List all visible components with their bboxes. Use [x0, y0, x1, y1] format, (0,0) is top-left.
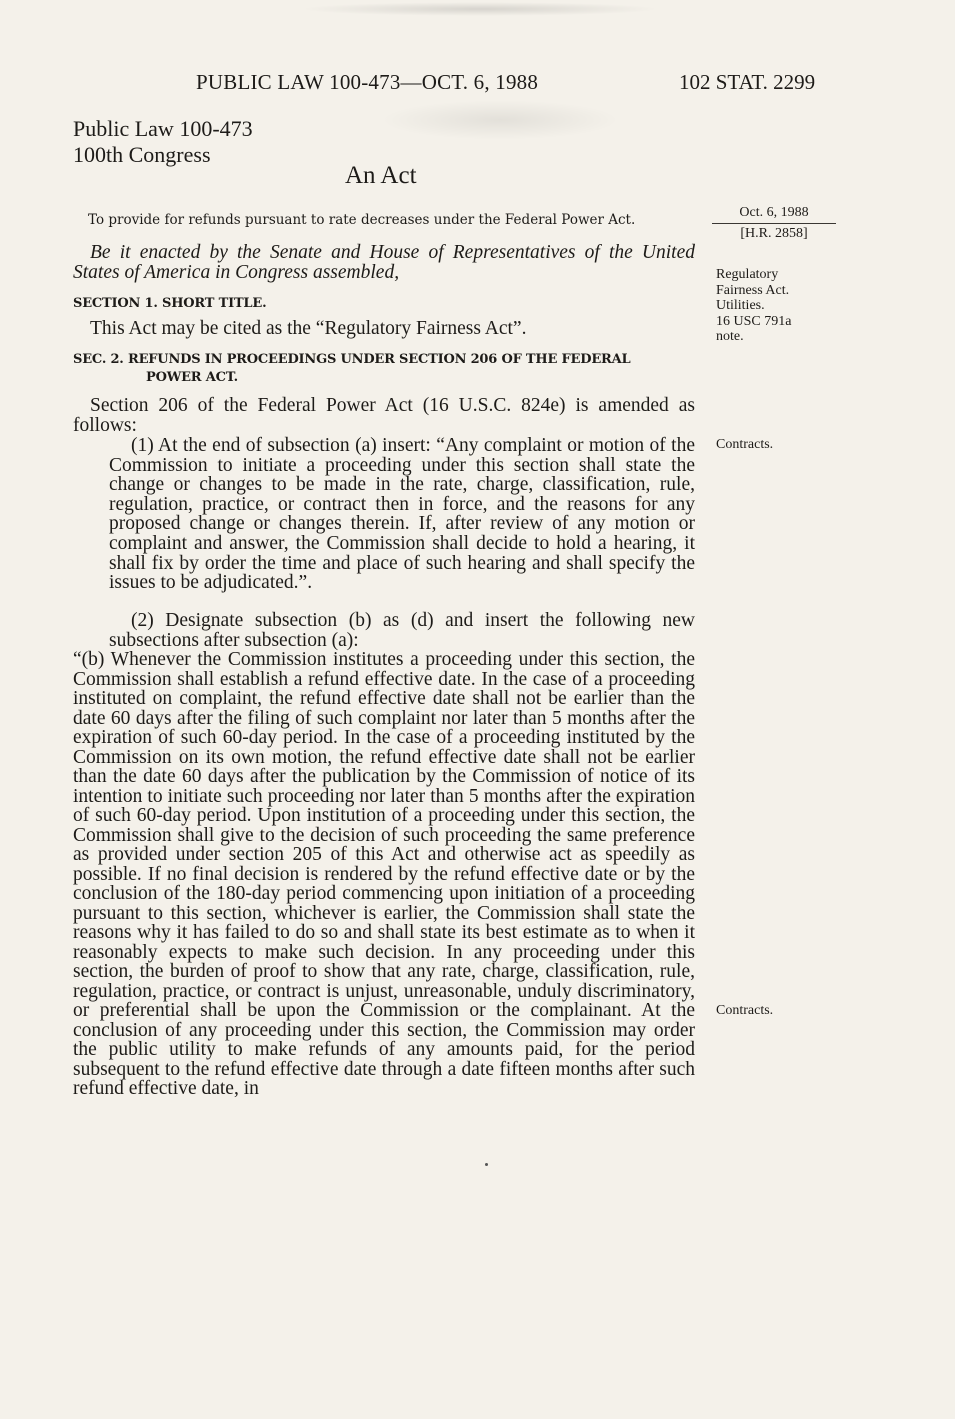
congress-number: 100th Congress: [73, 142, 211, 167]
section-2-heading-line: SEC. 2. REFUNDS IN PROCEEDINGS UNDER SECTION 206 OF THE FEDERAL: [73, 352, 631, 367]
stat-page-number: 102 STAT. 2299: [679, 70, 816, 94]
enacting-clause: Be it enacted by the Senate and House of Representatives of the United States of America in Congress assembled,: [73, 242, 695, 283]
subsection-b-text: “(b) Whenever the Commission institutes a proceeding under this section, the Commission shall establish a refund effective date. In the case of a proceeding instituted on complaint, the refund effective date shall not be earlier than the date 60 days after the filing of such complaint nor later than 5 months after the expiration of such 60-day period. In the case of a proceeding instituted by the Commission on its own motion, the refund effective date shall not be earlier than the date 60 days after the publication by the Commission of notice of its intention to initiate such proceeding nor later than 5 months after the expiration of such 60-day period. Upon institution of a proceeding under this section, the Commission shall give to the decision of such proceeding the same preference as provided under section 205 of this Act and otherwise act as speedily as possible. If no final decision is rendered by the refund effective date or by the conclusion of the 180-day period commencing upon initiation of a proceeding pursuant to this section, whichever is earlier, the Commission shall state the reasons why it has failed to do so and shall state its best estimate as to when it reasonably expects to make such decision. In any proceeding under this section, the burden of proof to show that any rate, charge, classification, rule, regulation, practice, or contract is unjust, unreasonable, unduly discriminatory, or preferential shall be upon the Commission or the complainant. At the conclusion of any proceeding under this section, the Commission may order the public utility to make refunds of any amounts paid, for the period subsequent to the refund effective date through a date fifteen months after such refund effective date, in: [73, 649, 695, 1099]
act-purpose: To provide for refunds pursuant to rate decreases under the Federal Power Act.: [88, 212, 636, 228]
margin-note: Utilities.: [716, 298, 765, 313]
law-identification: [73, 116, 253, 168]
margin-notes: [716, 267, 791, 345]
act-title: An Act: [345, 162, 417, 189]
bill-number: [H.R. 2858]: [740, 226, 808, 241]
section-2-heading: [73, 351, 698, 387]
running-head: PUBLIC LAW 100-473—OCT. 6, 1988: [196, 70, 539, 94]
paragraph-2: (2) Designate subsection (b) as (d) and insert the following new subsections after subsection (a):: [109, 610, 695, 651]
section-2-intro: Section 206 of the Federal Power Act (16 U.S.C. 824e) is amended as follows:: [73, 395, 695, 436]
margin-note-contracts: Contracts.: [716, 437, 774, 452]
scan-artifact: [380, 100, 620, 140]
paragraph-1: (1) At the end of subsection (a) insert: “Any complaint or motion of the Commission to initiate a proceeding under this section shall state the change or changes to be made in the rate, charge, classification, rule, regulation, practice, or contract then in force, and the reasons for any proposed change or changes therein. If, after review of any motion or complaint and answer, the Commission shall decide to hold a hearing, it shall fix by order the time and place of such hearing and shall specify the issues to be adjudicated.”.: [109, 435, 695, 594]
margin-note: 16 USC 791a: [716, 313, 792, 329]
section-2-heading-line: POWER ACT.: [146, 370, 238, 385]
margin-note: note.: [716, 329, 744, 344]
margin-date-block: [712, 203, 836, 243]
section-1-text: This Act may be cited as the “Regulatory Fairness Act”.: [90, 318, 527, 339]
scan-artifact: [485, 1163, 488, 1166]
section-1-heading: SECTION 1. SHORT TITLE.: [73, 296, 267, 311]
margin-note: Fairness Act.: [716, 282, 790, 298]
enactment-date: Oct. 6, 1988: [739, 205, 809, 220]
margin-note-contracts: Contracts.: [716, 1003, 774, 1018]
margin-note: Regulatory: [716, 267, 779, 282]
public-law-number: Public Law 100-473: [73, 116, 253, 141]
scan-artifact: [300, 2, 660, 16]
